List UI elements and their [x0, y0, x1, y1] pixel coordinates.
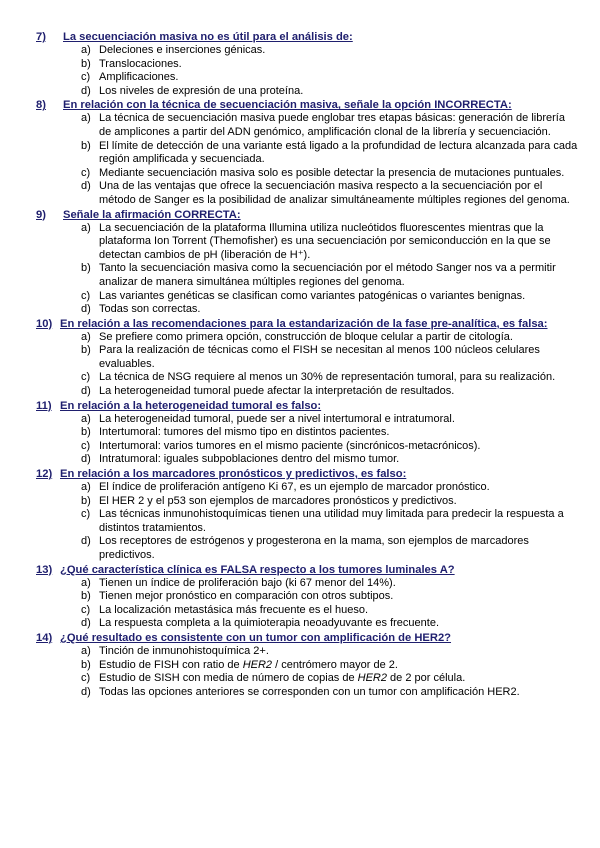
answer-option: [81, 413, 578, 427]
answer-option: [81, 180, 578, 207]
answer-option: [81, 535, 578, 562]
answer-options: [36, 481, 578, 563]
question-number: 11): [36, 399, 52, 412]
option-text: Tienen un índice de proliferación bajo (ki 67 menor del 14%).: [99, 576, 396, 589]
question-9: [36, 208, 578, 317]
answer-options: [36, 577, 578, 631]
option-text: Todas son correctas.: [99, 303, 201, 316]
answer-option: [81, 495, 578, 509]
answer-options: [36, 413, 578, 467]
answer-option: [81, 262, 578, 289]
option-text: Intertumoral: tumores del mismo tipo en distintos pacientes.: [99, 426, 390, 439]
option-text: El HER 2 y el p53 son ejemplos de marcadores pronósticos y predictivos.: [99, 494, 457, 507]
answer-option: [81, 686, 578, 700]
option-text: El límite de detección de una variante está ligado a la profundidad de lectura alcanzada para cada región amplificada y secuenciada.: [99, 139, 578, 166]
answer-option: [81, 371, 578, 385]
question-number: 10): [36, 317, 53, 330]
answer-option: [81, 426, 578, 440]
option-text: Tienen mejor pronóstico en comparación con otros subtipos.: [99, 590, 394, 603]
option-text: Las técnicas inmunohistoquímicas tienen una utilidad muy limitada para predecir la respuesta a distintos tratamientos.: [99, 508, 564, 534]
option-text: [99, 672, 578, 686]
option-letter: c): [81, 289, 91, 302]
option-letter: a): [81, 112, 91, 125]
option-letter: c): [81, 71, 91, 84]
option-text-part: / centrómero mayor de 2.: [272, 658, 398, 671]
answer-option: [81, 58, 578, 72]
option-letter: d): [81, 453, 91, 466]
option-text: Translocaciones.: [99, 57, 182, 70]
question-number: 8): [36, 99, 46, 112]
option-letter: c): [81, 672, 91, 685]
option-text: [99, 659, 578, 673]
answer-option: [81, 672, 578, 686]
answer-option: [81, 71, 578, 85]
question-heading: [36, 98, 578, 112]
answer-option: [81, 481, 578, 495]
option-text: La secuenciación de la plataforma Illumina utiliza nucleótidos fluorescentes mientras que la plataforma Ion Torrent (Themofisher) es una secuenciación por semiconducción en la que se detectan cambios de pH (liberación de H⁺).: [99, 221, 551, 261]
answer-option: [81, 508, 578, 535]
option-letter: b): [81, 139, 91, 152]
option-text: La respuesta completa a la quimioterapia neoadyuvante es frecuente.: [99, 617, 439, 630]
question-number: 14): [36, 631, 53, 644]
option-text-part: de 2 por célula.: [387, 672, 466, 685]
option-letter: c): [81, 371, 91, 384]
option-letter: a): [81, 330, 91, 343]
option-letter: a): [81, 412, 91, 425]
option-text: Intertumoral: varios tumores en el mismo paciente (sincrónicos-metacrónicos).: [99, 439, 481, 452]
answer-options: [36, 112, 578, 207]
answer-option: [81, 167, 578, 181]
question-text: La secuenciación masiva no es útil para el análisis de:: [63, 31, 353, 43]
question-7: [36, 30, 578, 98]
option-text: Intratumoral: iguales subpoblaciones dentro del mismo tumor.: [99, 453, 400, 466]
option-text: Tanto la secuenciación masiva como la secuenciación por el método Sanger nos va a permitir analizar de manera simultánea múltiples regiones del genoma.: [99, 262, 556, 288]
option-letter: b): [81, 344, 91, 357]
question-8: [36, 98, 578, 207]
answer-option: [81, 385, 578, 399]
option-letter: b): [81, 426, 91, 439]
option-text: Para la realización de técnicas como el FISH se necesitan al menos 100 núcleos celulares evaluables.: [99, 344, 540, 370]
option-letter: a): [81, 644, 91, 657]
question-text: En relación a los marcadores pronósticos y predictivos, es falso:: [60, 468, 407, 481]
answer-option: [81, 617, 578, 631]
option-text: Una de las ventajas que ofrece la secuenciación masiva respecto a la secuenciación por el método de Sanger es la posibilidad de analizar simultáneamente múltiples regiones del genoma.: [99, 180, 570, 206]
option-text: Los receptores de estrógenos y progesterona en la mama, son ejemplos de marcadores predictivos.: [99, 535, 529, 561]
option-text: La técnica de NSG requiere al menos un 30% de representación tumoral, para su realización.: [99, 371, 556, 384]
question-number: 7): [36, 31, 46, 43]
answer-option: [81, 85, 578, 99]
answer-option: [81, 440, 578, 454]
option-text: Las variantes genéticas se clasifican como variantes patogénicas o variantes benignas.: [99, 289, 526, 302]
option-text: Tinción de inmunohistoquímica 2+.: [99, 644, 269, 657]
option-letter: d): [81, 535, 91, 548]
option-letter: d): [81, 685, 91, 698]
question-heading: [36, 631, 578, 645]
option-letter: b): [81, 590, 91, 603]
question-text: En relación con la técnica de secuenciación masiva, señale la opción INCORRECTA:: [63, 99, 512, 112]
option-text: Todas las opciones anteriores se corresponden con un tumor con amplificación HER2.: [99, 685, 520, 698]
answer-option: [81, 331, 578, 345]
option-letter: d): [81, 303, 91, 316]
question-list: [36, 30, 578, 699]
answer-option: [81, 590, 578, 604]
question-heading: [36, 208, 578, 222]
question-number: 9): [36, 208, 46, 221]
answer-option: [81, 44, 578, 58]
answer-option: [81, 112, 578, 139]
option-text: Mediante secuenciación masiva solo es posible detectar la presencia de mutaciones puntuales.: [99, 166, 565, 179]
question-10: [36, 317, 578, 399]
question-text: En relación a las recomendaciones para la estandarización de la fase pre-analítica, es falsa:: [60, 317, 548, 330]
answer-options: [36, 331, 578, 399]
answer-option: [81, 577, 578, 591]
option-text: Se prefiere como primera opción, construcción de bloque celular a partir de citología.: [99, 330, 513, 343]
question-heading: [36, 399, 578, 413]
question-number: 13): [36, 563, 53, 576]
answer-option: [81, 645, 578, 659]
question-heading: [36, 563, 578, 577]
option-text-part: Estudio de FISH con ratio de: [99, 658, 243, 671]
question-heading: [36, 317, 578, 331]
answer-option: [81, 140, 578, 167]
option-letter: b): [81, 262, 91, 275]
option-text: Deleciones e inserciones génicas.: [99, 44, 266, 56]
option-letter: c): [81, 166, 91, 179]
answer-options: [36, 222, 578, 317]
option-text: La heterogeneidad tumoral puede afectar la interpretación de resultados.: [99, 385, 455, 398]
option-text: Los niveles de expresión de una proteína.: [99, 84, 304, 97]
option-letter: a): [81, 44, 91, 56]
option-letter: a): [81, 221, 91, 234]
option-text: La técnica de secuenciación masiva puede englobar tres etapas básicas: generación de librería de amplicones a partir del ADN genómico, amplificación clonal de la librería y secuenciación.: [99, 112, 565, 138]
answer-options: [36, 645, 578, 699]
answer-option: [81, 453, 578, 467]
answer-option: [81, 659, 578, 673]
option-letter: b): [81, 57, 91, 70]
option-letter: b): [81, 494, 91, 507]
option-text: Amplificaciones.: [99, 71, 179, 84]
option-text-part: Estudio de SISH con media de número de copias de: [99, 672, 358, 685]
question-heading: [36, 467, 578, 481]
gene-name: HER2: [357, 672, 387, 685]
question-text: Señale la afirmación CORRECTA:: [63, 208, 241, 221]
question-text: ¿Qué resultado es consistente con un tumor con amplificación de HER2?: [60, 631, 452, 644]
answer-option: [81, 344, 578, 371]
gene-name: HER2: [242, 658, 273, 671]
option-letter: c): [81, 603, 91, 616]
option-text: La heterogeneidad tumoral, puede ser a nivel intertumoral e intratumoral.: [99, 412, 455, 425]
question-13: [36, 563, 578, 631]
option-letter: d): [81, 180, 91, 193]
question-text: ¿Qué característica clínica es FALSA respecto a los tumores luminales A?: [60, 563, 455, 576]
question-11: [36, 399, 578, 467]
answer-option: [81, 604, 578, 618]
question-14: [36, 631, 578, 699]
option-letter: b): [81, 658, 91, 671]
option-letter: c): [81, 439, 91, 452]
answer-option: [81, 222, 578, 263]
option-letter: d): [81, 84, 91, 97]
option-letter: d): [81, 617, 91, 630]
answer-option: [81, 303, 578, 317]
option-text: El índice de proliferación antígeno Ki 67, es un ejemplo de marcador pronóstico.: [99, 481, 490, 494]
option-letter: c): [81, 508, 91, 521]
question-12: [36, 467, 578, 563]
answer-options: [36, 44, 578, 98]
question-number: 12): [36, 468, 53, 481]
option-letter: d): [81, 385, 91, 398]
option-letter: a): [81, 481, 91, 494]
option-text: La localización metastásica más frecuente es el hueso.: [99, 603, 369, 616]
question-heading: [36, 30, 578, 44]
answer-option: [81, 290, 578, 304]
option-letter: a): [81, 576, 91, 589]
question-text: En relación a la heterogeneidad tumoral es falso:: [60, 399, 322, 412]
